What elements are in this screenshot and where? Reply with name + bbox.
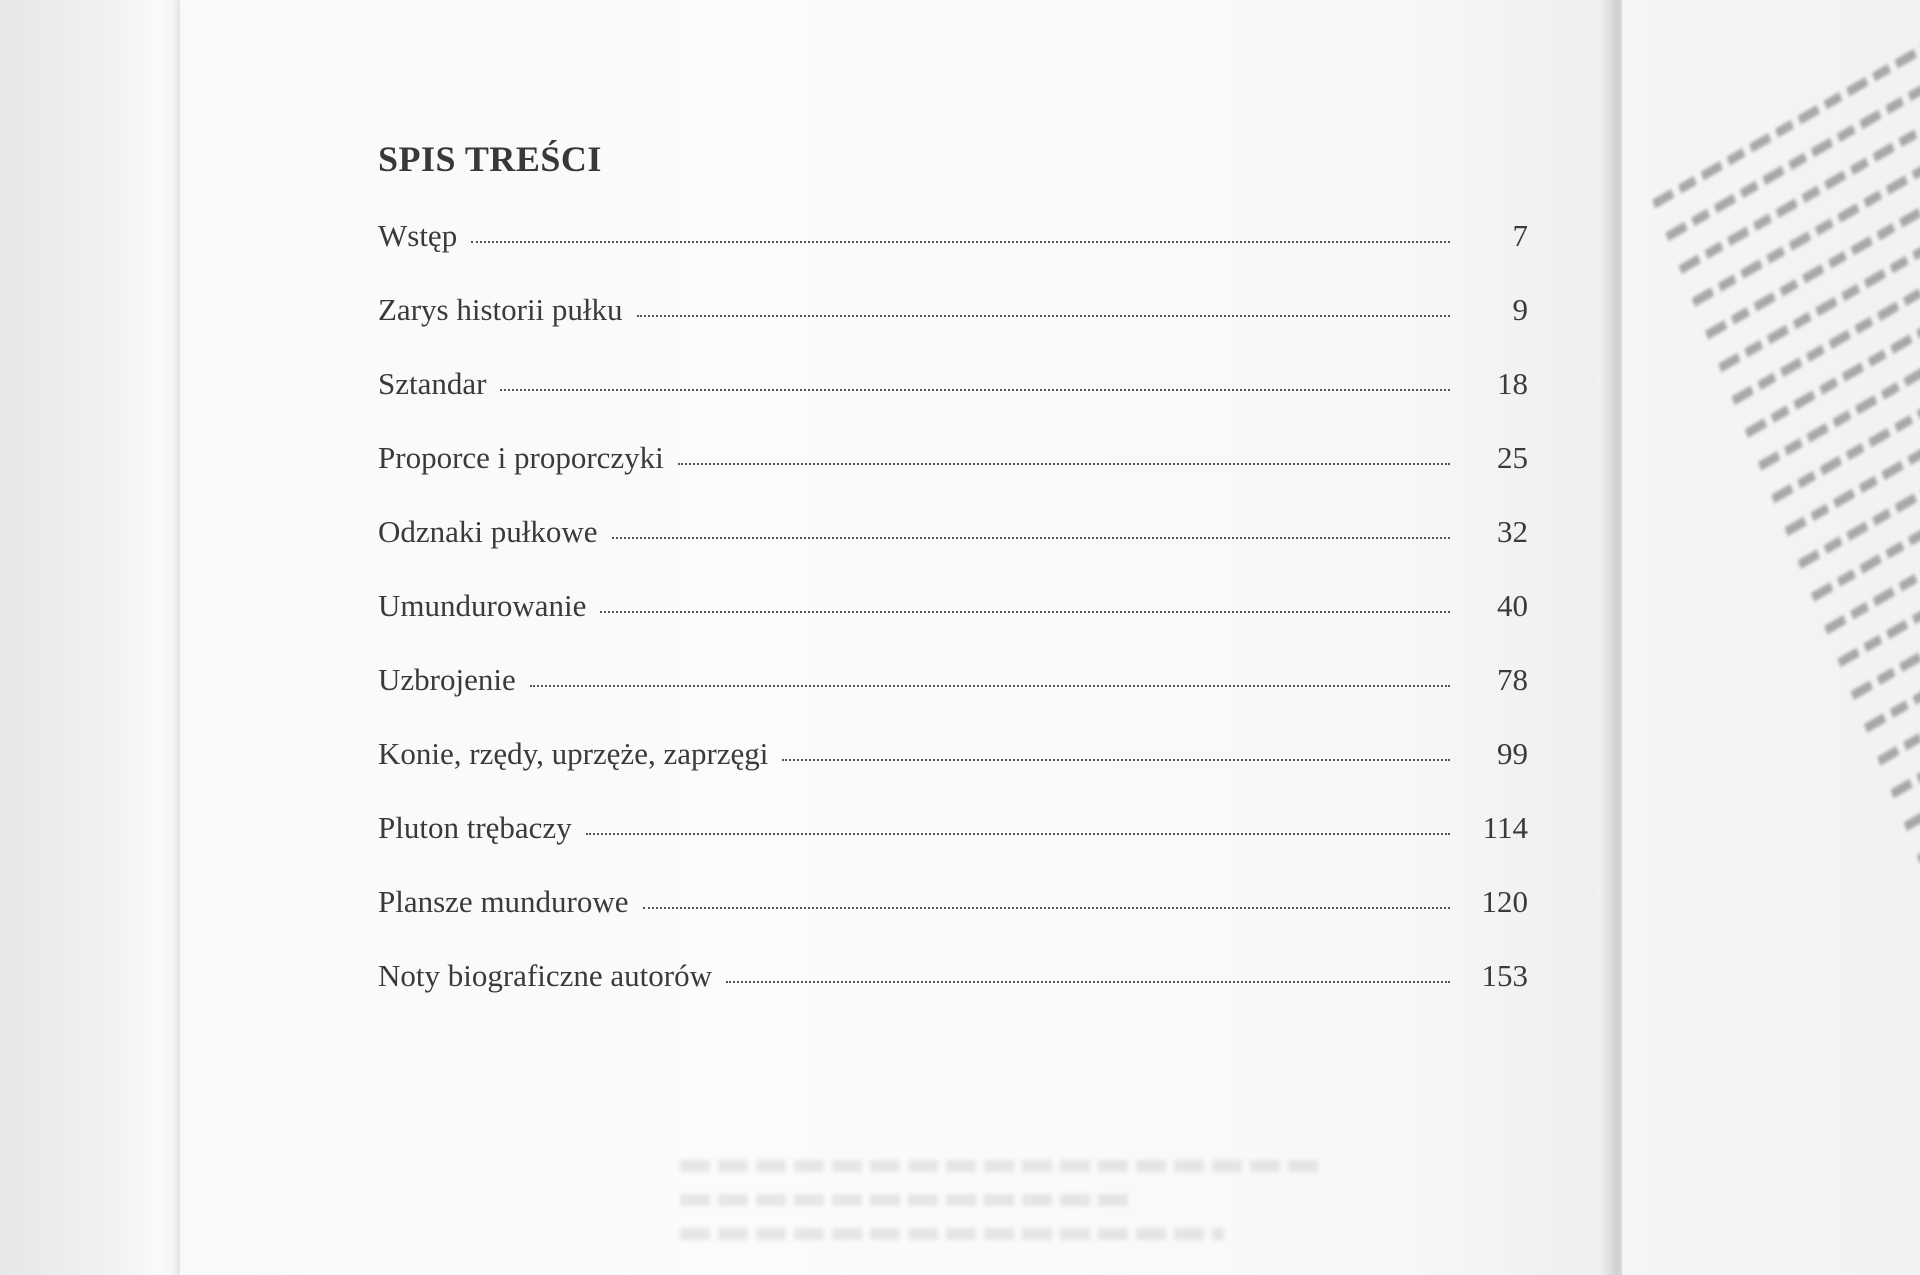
- toc-entry-label: Uzbrojenie: [378, 662, 516, 697]
- dot-leader: [600, 611, 1450, 613]
- toc-entry-page: 153: [1481, 958, 1528, 993]
- toc-entry-page: 25: [1497, 440, 1528, 475]
- toc-entry-page: 120: [1481, 884, 1528, 919]
- toc-entry: [378, 884, 1528, 958]
- toc-entry: [378, 440, 1528, 514]
- toc-entry-page: 40: [1497, 588, 1528, 623]
- toc-entry: [378, 588, 1528, 662]
- toc-entry-label: Zarys historii pułku: [378, 292, 623, 327]
- toc-entry: [378, 736, 1528, 810]
- dot-leader: [643, 907, 1450, 909]
- toc-entry-label: Noty biograficzne autorów: [378, 958, 712, 993]
- dot-leader: [678, 463, 1450, 465]
- dot-leader: [726, 981, 1450, 983]
- toc-entry-page: 78: [1497, 662, 1528, 697]
- toc-title: SPIS TREŚCI: [378, 139, 602, 179]
- dot-leader: [586, 833, 1450, 835]
- toc-entry: [378, 958, 1528, 1032]
- toc-entry: [378, 514, 1528, 588]
- dot-leader: [500, 389, 1450, 391]
- table-of-contents: [378, 138, 1528, 1032]
- toc-entry-label: Umundurowanie: [378, 588, 587, 623]
- toc-entry-label: Plansze mundurowe: [378, 884, 629, 919]
- toc-entry-label: Wstęp: [378, 218, 458, 253]
- blurred-body-text: [1652, 0, 1920, 921]
- toc-entry-page: 32: [1497, 514, 1528, 549]
- toc-entry-label: Konie, rzędy, uprzęże, zaprzęgi: [378, 736, 769, 771]
- toc-entry-label: Odznaki pułkowe: [378, 514, 598, 549]
- toc-entry-label: Sztandar: [378, 366, 487, 401]
- toc-entry: [378, 366, 1528, 440]
- right-page-blurred: [1622, 0, 1920, 1275]
- toc-entry-page: 9: [1512, 292, 1528, 327]
- toc-entry-page: 7: [1512, 218, 1528, 253]
- show-through-text: [680, 1160, 1320, 1262]
- toc-entry: [378, 810, 1528, 884]
- toc-entry: [378, 292, 1528, 366]
- dot-leader: [637, 315, 1450, 317]
- toc-entry: [378, 218, 1528, 292]
- book-cover-edge: [0, 0, 190, 1275]
- dot-leader: [530, 685, 1450, 687]
- dot-leader: [782, 759, 1450, 761]
- toc-entry-page: 99: [1497, 736, 1528, 771]
- toc-entry-page: 114: [1482, 810, 1528, 845]
- toc-entry-page: 18: [1497, 366, 1528, 401]
- toc-entry-label: Proporce i proporczyki: [378, 440, 664, 475]
- toc-entry-label: Pluton trębaczy: [378, 810, 572, 845]
- dot-leader: [612, 537, 1450, 539]
- toc-entry: [378, 662, 1528, 736]
- dot-leader: [471, 241, 1450, 243]
